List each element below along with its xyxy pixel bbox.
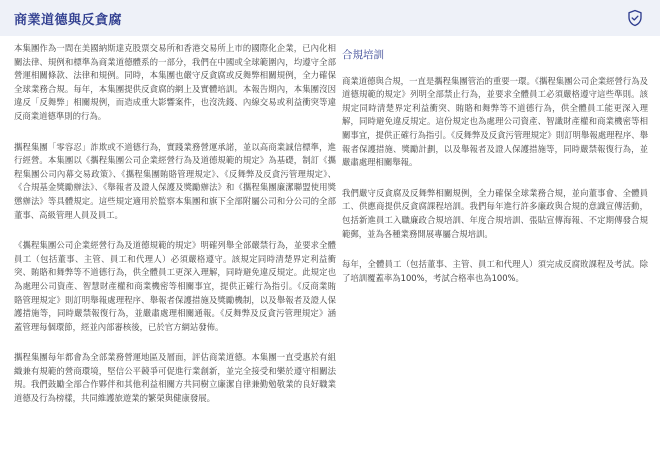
right-column [342, 42, 648, 302]
body-paragraph: 《攜程集團公司企業經營行為及道德規範的規定》明確列舉全部嚴禁行為，並要求全體員工（包括董事、主管、員工和代理人）必須嚴格遵守。該規定同時清楚界定利益衝突、賄賂和舞弊等不道德行為，供全體員工更深入理解，同時避免違反規定。此規定也為處理公司資產、智慧財產權和商業機密等相關事宜，提供正確行為指引。《反商業賄賂管理規定》則訂明舉報處理程序、舉報者保護措施及獎勵機制，以及舉報者及證人保護措施等，同時嚴禁報復行為，並嚴肅處理相關通報。《反舞弊及反貪污管理規定》涵蓋管理每個環節，經並內部審核後，已於官方網站發佈。 [14, 240, 336, 332]
body-paragraph: 攜程集團每年都會為全部業務營運地區及層面，評估商業道德。本集團一直受惠於有組織兼有規範的營商環境，堅信公平競爭可促進行業創新，並完全接受和樂於遵守相關法規。我們鼓勵全部合作夥伴和其他利益相關方共同樹立廉潔自律兼勤勉敬業的良好職業道德及行為榜樣，共同維護旅遊業的繁榮與健康發展。 [14, 352, 336, 404]
left-column [14, 42, 336, 423]
section-title: 合規培訓 [342, 49, 384, 61]
page-header [0, 0, 660, 36]
body-paragraph: 我們嚴守反貪腐及反舞弊相關規例，全力確保全球業務合規，並向董事會、全體員工、供應商提供反貪腐課程培訓。我們每年進行許多廉政與合規的意識宣傳活動，包括新進員工入職廉政合規培訓、年度合規培訓、張貼宣傳海報、不定期傳發合規範郵，並為各種業務開展專屬合規培訓。 [342, 187, 648, 239]
body-paragraph: 本集團作為一間在美國納斯達克股票交易所和香港交易所上市的國際化企業，已內化相關法律、規例和標準為商業道德體系的一部分，我們在中國或全球範圍內，均遵守全部營運相關條款、法律和規例。同時，本集團也嚴守反貪腐或反舞弊相關規例，全力確保全球業務合規。每年，本集團提供反貪腐的網上及實體培訓。本報告期內，本集團沒因違反「反舞弊」相關規例，而造成重大影響案件，也沒洗錢、內線交易或利益衝突等違反商業道德準則的行為。 [14, 43, 336, 121]
body-paragraph: 攜程集團「零容忍」詐欺或不道德行為，實踐業務營運承諾，並以高商業誠信標準，進行經營。本集團以《攜程集團公司企業經營行為及道德規範的規定》為基礎，制訂《攜程集團公司內幕交易政策》、《攜程集團賄賂管理規定》、《反舞弊及反貪污管理規定》、《合規基金獎勵辦法》、《舉報者及證人保護及獎勵辦法》和《攜程集團廉潔聯盟使用獎懲辦法》等具體規定。這些規定適用於監察本集團和旗下全部附屬公司和分公司的全部董事、高級管理人員及員工。 [14, 141, 336, 220]
page-title: 商業道德與反貪腐 [14, 13, 123, 28]
body-paragraph: 商業道德與合規，一直是攜程集團管治的重要一環。《攜程集團公司企業經營行為及道德規範的規定》列明全部禁止行為，並要求全體員工必須嚴格遵守這些準則。該規定同時清楚界定利益衝突、賄賂和舞弊等不道德行為，供全體員工能更深入理解，同時避免違反規定。這份規定也為處理公司資產、智識財產權和商業機密等相關事宜，提供正確行為指引。《反舞弊及反貪污管理規定》則訂明舉報處理程序、舉報者保護措施、獎勵計劃，以及舉報者及證人保護措施等，同時嚴禁報復行為，並嚴肅處理相關舉報。 [342, 75, 648, 168]
shield-check-icon [626, 9, 644, 27]
body-paragraph: 每年，全體員工（包括董事、主管、員工和代理人）須完成反腐敗課程及考試。除了培訓覆蓋率為100%，考試合格率也為100%。 [342, 259, 648, 283]
